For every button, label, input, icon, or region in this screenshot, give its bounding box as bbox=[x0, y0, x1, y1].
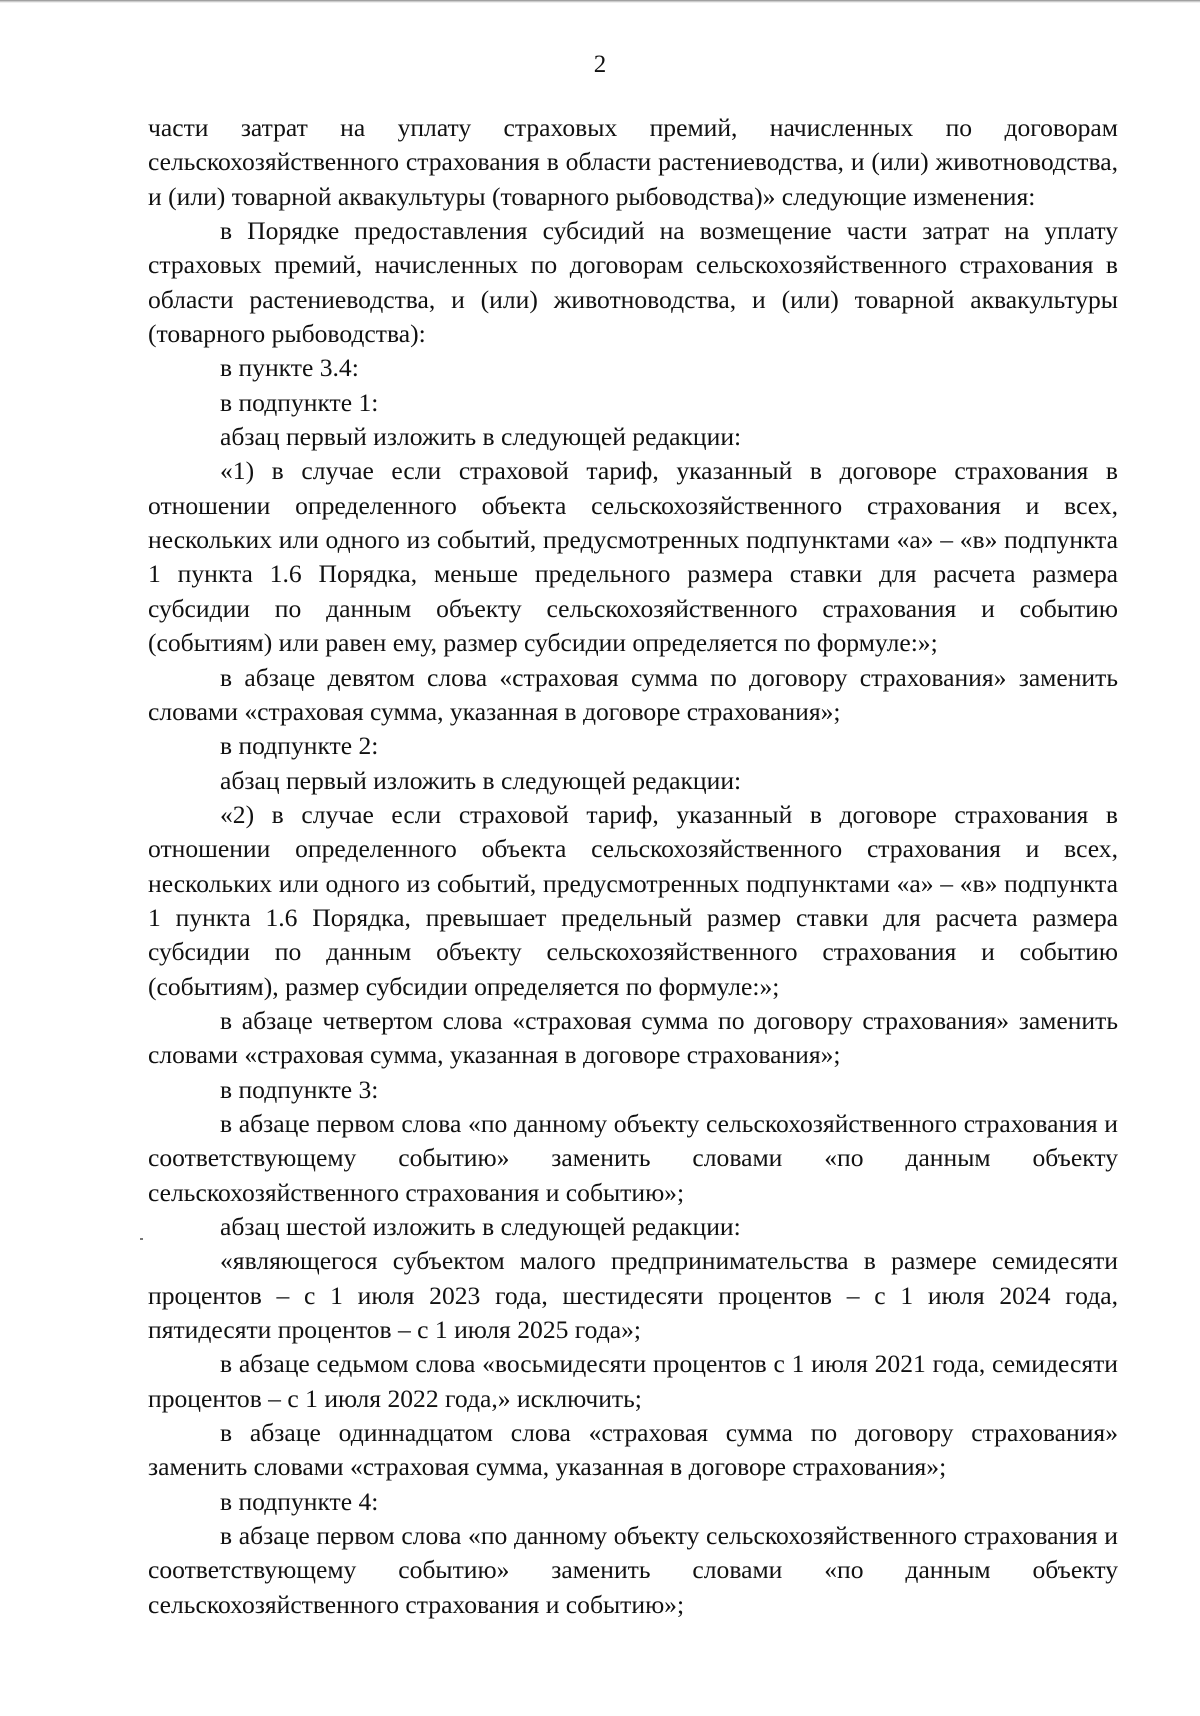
paragraph: в абзаце одиннадцатом слова «страховая сумма по договору страхования» заменить словами «страховая сумма, указанная в договоре страхования»; bbox=[148, 1418, 1118, 1482]
paragraph: абзац первый изложить в следующей редакции: bbox=[220, 765, 742, 795]
paragraph: «2) в случае если страховой тариф, указанный в договоре страхования в отношении определенного объекта сельскохозяйственного страхования и всех, нескольких или одного из событий, предусмотренных подпунктами «а» – «в» подпункта 1 пункта 1.6 Порядка, превышает предельный размер ставки для расчета размера субсидии по данным объекту сельскохозяйственного страхования и событию (событиям), размер субсидии определяется по формуле:»; bbox=[148, 799, 1118, 1001]
paragraph: в абзаце первом слова «по данному объекту сельскохозяйственного страхования и соответствующему событию» заменить словами «по данным объекту сельскохозяйственного страхования и событию»; bbox=[148, 1521, 1118, 1619]
paragraph: в подпункте 2: bbox=[220, 731, 379, 761]
paragraph: «1) в случае если страховой тариф, указанный в договоре страхования в отношении определенного объекта сельскохозяйственного страхования и всех, нескольких или одного из событий, предусмотренных подпунктами «а» – «в» подпункта 1 пункта 1.6 Порядка, меньше предельного размера ставки для расчета размера субсидии по данным объекту сельскохозяйственного страхования и событию (событиям) или равен ему, размер субсидии определяется по формуле:»; bbox=[148, 456, 1118, 658]
paragraph-continuation: части затрат на уплату страховых премий, начисленных по договорам сельскохозяйственного страхования в области растениеводства, и (или) животноводства, и (или) товарной аквакультуры (товарного рыбоводства)» следующие изменения: bbox=[148, 113, 1118, 211]
page-number: 2 bbox=[593, 51, 607, 78]
document-body bbox=[148, 111, 1118, 1622]
paragraph: в абзаце четвертом слова «страховая сумма по договору страхования» заменить словами «страховая сумма, указанная в договоре страхования»; bbox=[148, 1005, 1118, 1070]
paragraph: в подпункте 3: bbox=[220, 1074, 379, 1104]
paragraph: в абзаце девятом слова «страховая сумма по договору страхования» заменить словами «страховая сумма, указанная в договоре страхования»; bbox=[148, 662, 1118, 726]
paragraph: в подпункте 1: bbox=[220, 387, 379, 417]
paragraph: в абзаце первом слова «по данному объекту сельскохозяйственного страхования и соответствующему событию» заменить словами «по данным объекту сельскохозяйственного страхования и событию»; bbox=[148, 1108, 1118, 1207]
paragraph: «являющегося субъектом малого предпринимательства в размере семидесяти процентов – с 1 июля 2023 года, шестидесяти процентов – с 1 июля 2024 года, пятидесяти процентов – с 1 июля 2025 года»; bbox=[148, 1246, 1118, 1345]
paragraph: абзац первый изложить в следующей редакции: bbox=[220, 422, 742, 452]
paragraph: абзац шестой изложить в следующей редакции: bbox=[220, 1212, 741, 1241]
paragraph: в подпункте 4: bbox=[220, 1486, 379, 1516]
scan-top-edge bbox=[0, 0, 1200, 3]
paragraph: в пункте 3.4: bbox=[220, 353, 359, 383]
scan-speck bbox=[140, 1238, 143, 1240]
paragraph: в Порядке предоставления субсидий на возмещение части затрат на уплату страховых премий, начисленных по договорам сельскохозяйственного страхования в области растениеводства, и (или) животноводства, и (или) товарной аквакультуры (товарного рыбоводства): bbox=[148, 216, 1118, 349]
paragraph: в абзаце седьмом слова «восьмидесяти процентов с 1 июля 2021 года, семидесяти процентов – с 1 июля 2022 года,» исключить; bbox=[148, 1349, 1118, 1413]
